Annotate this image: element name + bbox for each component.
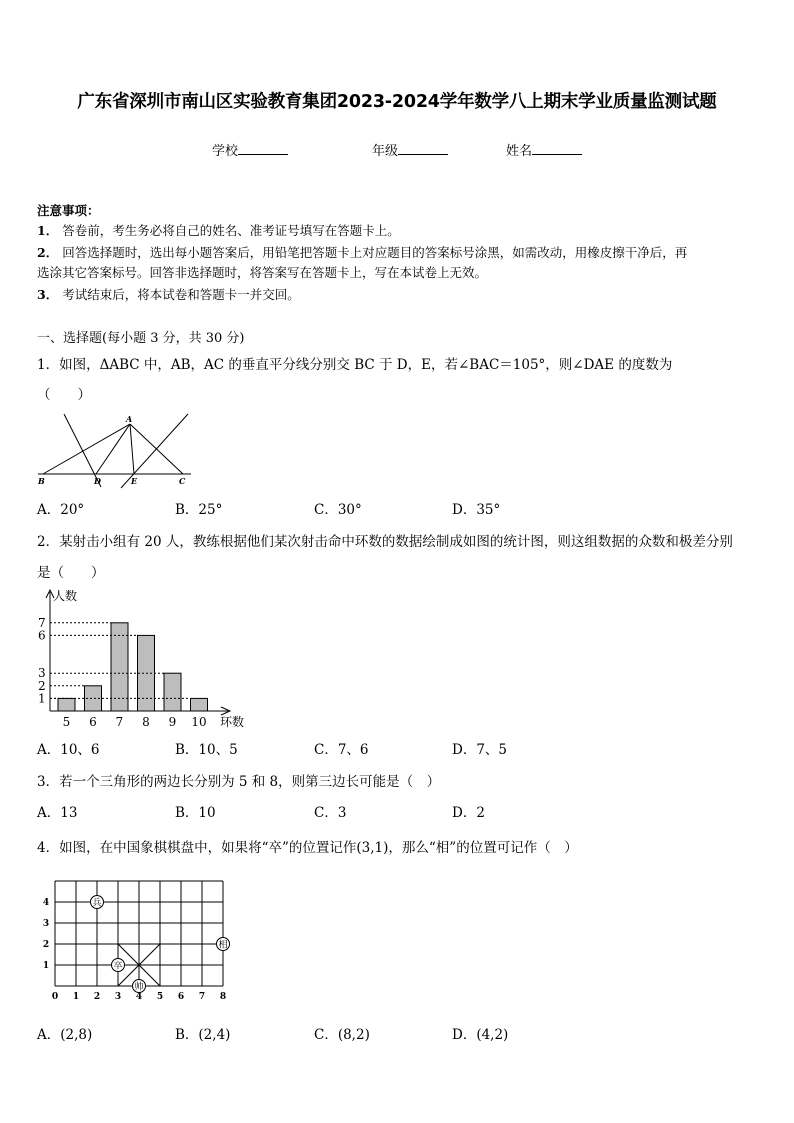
q3-option-d[interactable]: D．2 [452,805,485,821]
board-x-label-5: 5 [156,992,164,1002]
y-axis-label: 人数 [53,589,78,603]
chess-piece-相 [217,938,230,951]
board-x-label-4: 4 [135,992,143,1002]
segment-ab [43,424,130,474]
x-tick-label-7: 7 [115,715,124,729]
q3-option-c[interactable]: C．3 [314,805,347,821]
notice-heading: 注意事项： [37,203,100,218]
q2-option-b[interactable]: B．10、5 [175,742,238,758]
grade-field[interactable] [372,140,448,159]
label-c: C [179,476,186,486]
x-tick-label-8: 8 [142,715,150,729]
chess-board [40,876,240,1006]
question-1-paren: （ ） [37,387,91,403]
board-x-label-2: 2 [93,992,101,1002]
name-label: 姓名 [506,144,533,159]
chess-piece-兵 [91,896,104,909]
bar-10 [191,698,208,711]
x-tick-label-10: 10 [191,715,207,729]
label-b: B [38,476,45,486]
label-a: A [126,414,133,424]
grade-label: 年级 [372,144,399,159]
segment-ae [130,424,134,474]
board-x-label-0: 0 [51,992,59,1002]
y-tick-label-7: 7 [38,615,46,630]
question-3-text: 3．若一个三角形的两边长分别为 5 和 8，则第三边长可能是（ ） [37,774,441,790]
svg-text:兵: 兵 [92,898,102,909]
q4-option-c[interactable]: C．(8,2) [314,1027,370,1043]
x-tick-label-5: 5 [62,715,71,729]
notice-item-3: 3． 考试结束后，将本试卷和答题卡一并交回。 [37,287,300,302]
board-x-label-8: 8 [219,992,227,1002]
board-y-label-3: 3 [42,919,50,929]
question-4-text: 4．如图，在中国象棋棋盘中，如果将“卒”的位置记作(3,1)，那么“相”的位置可记作（ ） [37,840,578,856]
notice-item-2: 2． 回答选择题时，选出每小题答案后，用铅笔把答题卡上对应题目的答案标号涂黑，如需改动，用橡皮擦干净后，再 [37,245,688,260]
bar-chart [30,584,250,734]
school-blank[interactable] [238,142,288,155]
q4-option-b[interactable]: B．(2,4) [175,1027,231,1043]
bar-7 [111,623,128,711]
q1-option-c[interactable]: C．30° [314,502,362,518]
page-title: 广东省深圳市南山区实验教育集团2023-2024学年数学八上期末学业质量监测试题 [77,92,717,112]
board-y-label-2: 2 [42,940,50,950]
svg-text:相: 相 [218,940,228,951]
bar-5 [58,698,75,711]
y-tick-label-2: 2 [38,678,46,693]
school-label: 学校 [212,144,239,159]
board-x-label-3: 3 [114,992,122,1002]
bar-9 [164,673,181,711]
q4-option-d[interactable]: D．(4,2) [452,1027,509,1043]
question-2-text: 2．某射击小组有 20 人，教练根据他们某次射击命中环数的数据绘制成如图的统计图，则这组数据的众数和极差分别 [37,534,733,550]
label-d: D [94,476,101,486]
notice-item-2-cont: 选涂其它答案标号。回答非选择题时，将答案写在答题卡上，写在本试卷上无效。 [37,265,488,280]
question-1-text: 1．如图，ΔABC 中，AB，AC 的垂直平分线分别交 BC 于 D，E，若∠BAC＝105°，则∠DAE 的度数为 [37,357,673,373]
chess-piece-卒 [112,959,125,972]
q2-option-a[interactable]: A．10、6 [37,742,100,758]
board-y-label-1: 1 [42,961,50,971]
notice-item-1: 1． 答卷前，考生务必将自己的姓名、准考证号填写在答题卡上。 [37,223,400,238]
segment-ad [96,424,130,474]
name-field[interactable] [506,140,582,159]
q1-option-a[interactable]: A．20° [37,502,85,518]
q2-option-c[interactable]: C．7、6 [314,742,369,758]
x-tick-label-6: 6 [89,715,97,729]
name-blank[interactable] [532,142,582,155]
school-field[interactable] [212,140,288,159]
q3-option-a[interactable]: A．13 [37,805,78,821]
triangle-figure [36,412,196,490]
board-y-label-4: 4 [42,898,50,908]
board-x-label-6: 6 [177,992,185,1002]
q4-option-a[interactable]: A．(2,8) [37,1027,93,1043]
label-e: E [131,476,138,486]
y-tick-label-1: 1 [38,691,46,706]
q1-option-d[interactable]: D．35° [452,502,501,518]
grade-blank[interactable] [398,142,448,155]
x-tick-label-9: 9 [168,715,177,729]
q1-option-b[interactable]: B．25° [175,502,223,518]
board-x-label-1: 1 [72,992,80,1002]
svg-text:帅: 帅 [134,982,144,993]
y-tick-label-3: 3 [38,666,46,681]
question-2-text-cont: 是（ ） [37,565,105,581]
board-x-label-7: 7 [198,992,206,1002]
q3-option-b[interactable]: B．10 [175,805,216,821]
q2-option-d[interactable]: D．7、5 [452,742,508,758]
y-tick-label-6: 6 [38,628,46,643]
x-axis-label: 环数 [220,715,245,729]
chess-piece-帅 [133,980,146,993]
svg-text:卒: 卒 [113,961,123,972]
section-heading: 一、选择题(每小题 3 分，共 30 分) [37,331,245,346]
